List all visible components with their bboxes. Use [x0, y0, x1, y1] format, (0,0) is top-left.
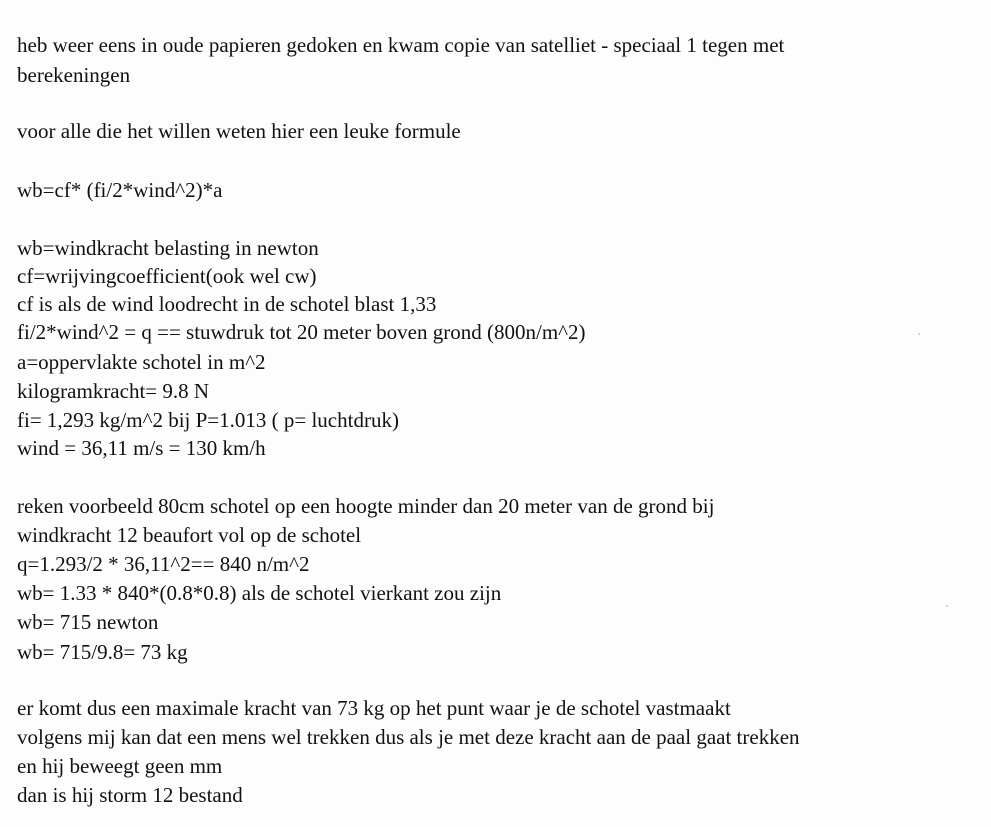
text-line: a=oppervlakte schotel in m^2 [17, 350, 266, 374]
text-line: wind = 36,11 m/s = 130 km/h [17, 436, 266, 460]
text-line: fi= 1,293 kg/m^2 bij P=1.013 ( p= luchtdruk) [17, 408, 399, 432]
text-line: er komt dus een maximale kracht van 73 kg op het punt waar je de schotel vastmaakt [17, 696, 731, 720]
text-line: reken voorbeeld 80cm schotel op een hoogte minder dan 20 meter van de grond bij [17, 494, 715, 518]
calculation-line: wb= 715 newton [17, 610, 159, 634]
scan-speck [918, 333, 920, 335]
text-line: berekeningen [17, 63, 131, 87]
text-line: cf=wrijvingcoefficient(ook wel cw) [17, 264, 317, 288]
text-line: wb=windkracht belasting in newton [17, 236, 319, 260]
text-line: dan is hij storm 12 bestand [17, 783, 243, 807]
text-line: windkracht 12 beaufort vol op de schotel [17, 523, 362, 547]
text-line: en hij beweegt geen mm [17, 754, 223, 778]
text-line: heb weer eens in oude papieren gedoken en kwam copie van satelliet - speciaal 1 tegen met [17, 33, 785, 57]
text-line: volgens mij kan dat een mens wel trekken dus als je met deze kracht aan de paal gaat trekken [17, 725, 800, 749]
calculation-line: wb= 1.33 * 840*(0.8*0.8) als de schotel vierkant zou zijn [17, 581, 502, 605]
scan-speck [946, 605, 948, 607]
text-line: fi/2*wind^2 = q == stuwdruk tot 20 meter boven grond (800n/m^2) [17, 320, 586, 344]
calculation-line: wb= 715/9.8= 73 kg [17, 640, 188, 664]
text-line: voor alle die het willen weten hier een leuke formule [17, 119, 461, 143]
text-line: kilogramkracht= 9.8 N [17, 379, 210, 403]
text-line: cf is als de wind loodrecht in de schotel blast 1,33 [17, 292, 437, 316]
calculation-line: q=1.293/2 * 36,11^2== 840 n/m^2 [17, 552, 310, 576]
formula-line: wb=cf* (fi/2*wind^2)*a [17, 178, 223, 202]
